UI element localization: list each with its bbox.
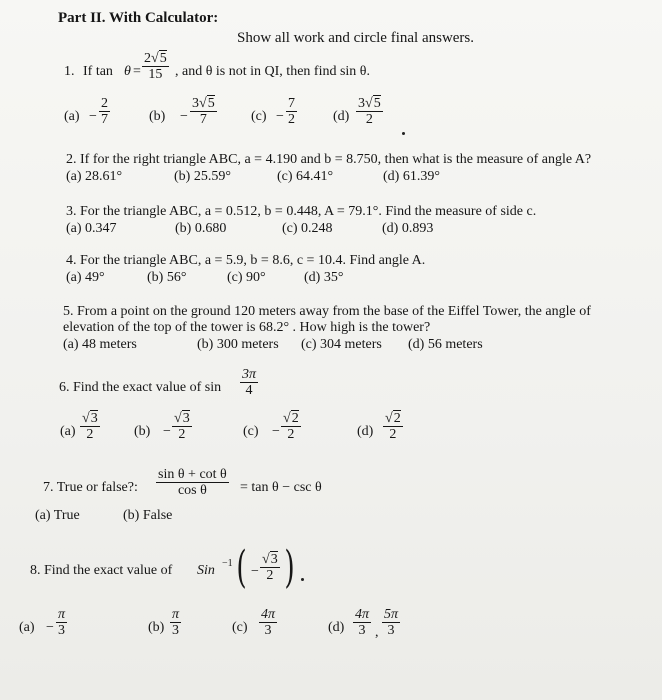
choice-a: (a) True: [35, 508, 80, 523]
denominator: 7: [101, 112, 108, 127]
choice-c-fraction: [286, 96, 297, 127]
choice-d-fraction: $\frac{3√5}{2}$: [358, 96, 381, 127]
denominator: 2: [86, 427, 94, 442]
choice-c: (c) 90°: [227, 270, 266, 285]
choice-a-label: (a): [60, 424, 76, 439]
denominator: 2: [365, 112, 373, 127]
denominator: 3: [172, 623, 179, 638]
numerator: π: [58, 607, 66, 622]
numerator: 4π: [261, 607, 276, 622]
choice-a: (a) 0.347: [66, 221, 117, 236]
question-condition: , and θ is not in QI, then find sin θ.: [175, 64, 371, 79]
identity-right-side: = tan θ − csc θ: [240, 480, 322, 495]
radicand: 5: [207, 96, 215, 111]
numerator: 2: [101, 96, 108, 111]
choice-d-label: (d): [333, 109, 350, 124]
equals-sign: =: [133, 64, 141, 79]
choice-d-fraction-2: [382, 607, 400, 638]
choice-a-fraction: $\frac{√3}{2}$: [82, 411, 98, 442]
radicand: 3: [270, 552, 278, 567]
choice-b: (b) 25.59°: [174, 169, 231, 184]
theta-symbol: θ: [124, 64, 131, 79]
question-text: 7. True or false?:: [43, 480, 138, 495]
identity-fraction: [156, 467, 229, 498]
choice-b: (b) 300 meters: [197, 337, 279, 352]
choice-c-label: (c): [251, 109, 267, 124]
inverse-exponent: −1: [222, 558, 233, 569]
numerator: 3π: [242, 367, 257, 382]
choice-b-label: (b): [148, 620, 165, 635]
numerator: π: [172, 607, 180, 622]
minus-sign: −: [272, 424, 280, 439]
choice-a: (a) 48 meters: [63, 337, 137, 352]
question-lead: If tan: [83, 64, 113, 79]
right-parenthesis: ): [284, 542, 295, 593]
choice-a-fraction: [99, 96, 110, 127]
numerator: 7: [288, 96, 295, 111]
numerator: 4π: [355, 607, 370, 622]
choice-c-fraction: $\frac{√2}{2}$: [283, 411, 299, 442]
choice-b-fraction: $\frac{3√5}{7}$: [192, 96, 215, 127]
choice-b-fraction: [170, 607, 181, 638]
radicand: 2: [393, 411, 401, 426]
choice-d-label: (d): [357, 424, 374, 439]
instructions: Show all work and circle final answers.: [237, 30, 475, 46]
part-heading: Part II. With Calculator:: [58, 10, 219, 26]
period-mark: [301, 578, 304, 581]
question-text: 6. Find the exact value of sin: [59, 380, 222, 395]
choice-b: (b) False: [123, 508, 173, 523]
choice-b-label: (b): [134, 424, 151, 439]
choice-d: (d) 61.39°: [383, 169, 440, 184]
choice-a-fraction: [56, 607, 67, 638]
choice-c-label: (c): [243, 424, 259, 439]
minus-sign: −: [251, 564, 259, 579]
denominator: 4: [245, 383, 253, 398]
separator-comma: ,: [375, 625, 379, 640]
left-parenthesis: (: [236, 542, 247, 593]
coefficient: 2: [144, 51, 151, 66]
denominator: 2: [178, 427, 186, 442]
choice-d-fraction-1: [353, 607, 371, 638]
choice-c-fraction: [259, 607, 277, 638]
denominator: 3: [58, 623, 65, 638]
denominator: 15: [148, 67, 163, 82]
denominator: 7: [199, 112, 207, 127]
stray-mark: [402, 132, 405, 135]
choice-c: (c) 64.41°: [277, 169, 334, 184]
minus-sign: −: [276, 109, 284, 124]
choice-b: (b) 0.680: [175, 221, 227, 236]
numerator: 5π: [384, 607, 399, 622]
radicand: 3: [182, 411, 190, 426]
radicand: 5: [159, 51, 167, 66]
denominator: 2: [266, 568, 274, 583]
question-text: 2. If for the right triangle ABC, a = 4.190 and b = 8.750, then what is the measure of angle A?: [66, 152, 592, 167]
minus-sign: −: [46, 620, 54, 635]
denominator: 3: [264, 623, 272, 638]
denominator: 2: [287, 427, 295, 442]
choice-c: (c) 0.248: [282, 221, 333, 236]
denominator: 2: [288, 112, 295, 127]
question-text: 3. For the triangle ABC, a = 0.512, b = 0.448, A = 79.1°. Find the measure of side c.: [66, 204, 537, 219]
minus-sign: −: [180, 109, 188, 124]
sine-argument-fraction: [240, 367, 258, 398]
radicand: 2: [291, 411, 299, 426]
question-text-line-2: elevation of the top of the tower is 68.2° . How high is the tower?: [63, 320, 431, 335]
question-text: 8. Find the exact value of: [30, 563, 173, 578]
inverse-sine-argument: $\frac{√3}{2}$: [262, 552, 278, 583]
choice-d-fraction: $\frac{√2}{2}$: [385, 411, 401, 442]
denominator: 2: [389, 427, 397, 442]
denominator: cos θ: [177, 483, 207, 498]
coefficient: 3: [358, 96, 365, 111]
numerator: sin θ + cot θ: [158, 467, 227, 482]
choice-b: (b) 56°: [147, 270, 187, 285]
radicand: 5: [373, 96, 381, 111]
question-text-line-1: 5. From a point on the ground 120 meters away from the base of the Eiffel Tower, the angle of: [63, 304, 591, 319]
question-number: 1.: [64, 64, 75, 79]
choice-c-label: (c): [232, 620, 248, 635]
choice-d: (d) 0.893: [382, 221, 434, 236]
denominator: 3: [358, 623, 366, 638]
choice-a-label: (a): [19, 620, 35, 635]
inverse-sine-function: Sin: [197, 563, 215, 578]
choice-a: (a) 28.61°: [66, 169, 123, 184]
choice-b-fraction: $\frac{√3}{2}$: [174, 411, 190, 442]
radicand: 3: [90, 411, 98, 426]
given-fraction: $\frac{2√5}{15}$: [144, 51, 167, 82]
choice-d: (d) 35°: [304, 270, 344, 285]
choice-a-label: (a): [64, 109, 80, 124]
choice-d: (d) 56 meters: [408, 337, 483, 352]
minus-sign: −: [163, 424, 171, 439]
minus-sign: −: [89, 109, 97, 124]
choice-a: (a) 49°: [66, 270, 105, 285]
denominator: 3: [387, 623, 395, 638]
coefficient: 3: [192, 96, 199, 111]
question-text: 4. For the triangle ABC, a = 5.9, b = 8.6, c = 10.4. Find angle A.: [66, 253, 426, 268]
choice-c: (c) 304 meters: [301, 337, 382, 352]
choice-b-label: (b): [149, 109, 166, 124]
choice-d-label: (d): [328, 620, 345, 635]
